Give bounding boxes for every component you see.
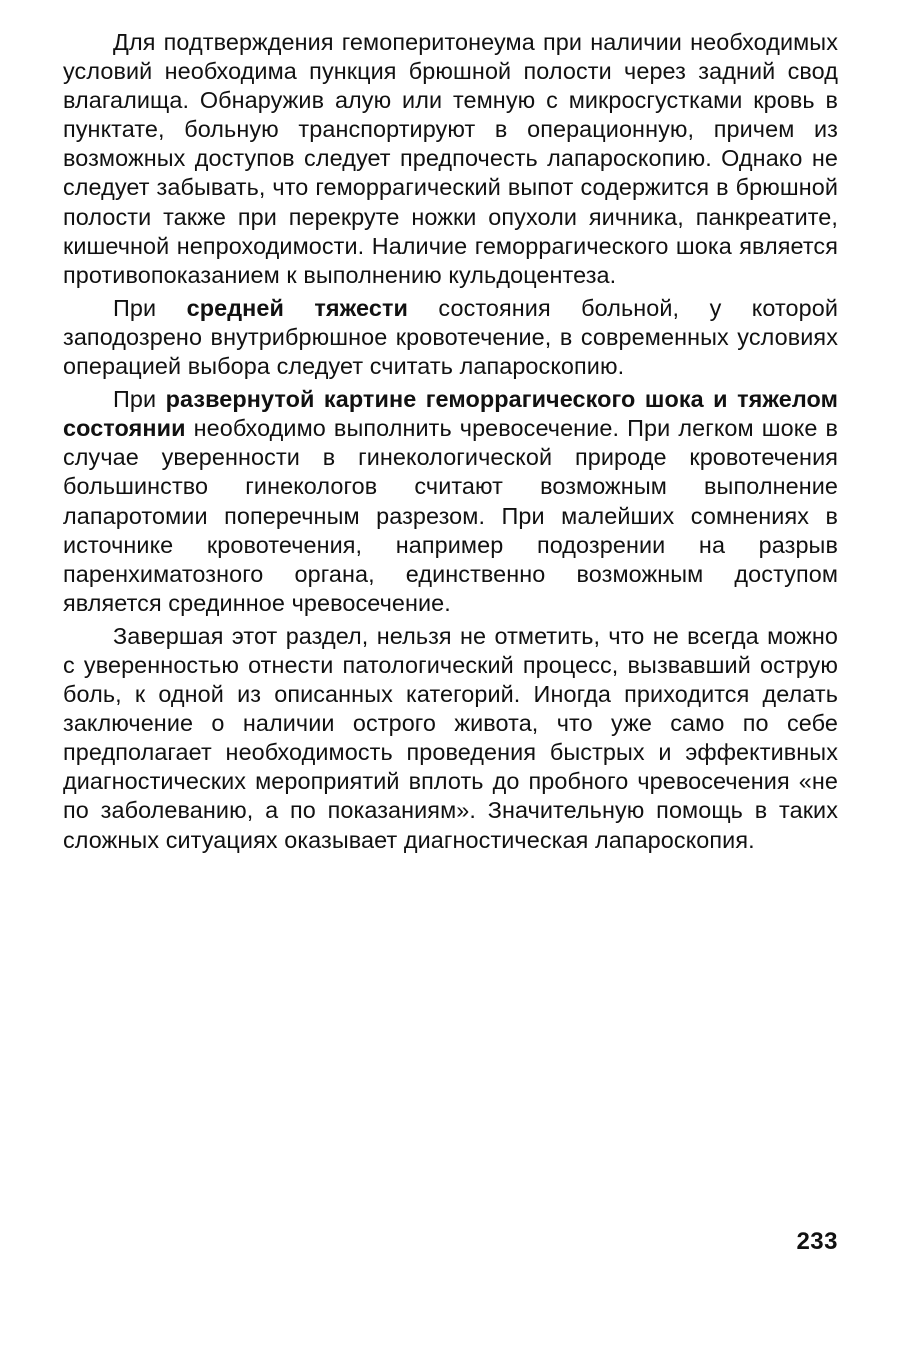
paragraph-lead: При xyxy=(113,386,166,413)
paragraph-rest: состояния больной, у которой заподозрено внутрибрюшное кровотечение, в современных условиях операцией выбора следует считать лапароскопию. xyxy=(63,294,838,380)
paragraph-conclusion: Завершая этот раздел, нельзя не отметить, что не всегда можно с уверенностью отнести патологический процесс, вызвавший острую боль, к одной из описанных категорий. Иногда приходится делать заключение о наличии острого живота, что уже само по себе предполагает необходимость проведения быстрых и эффективных диагностических мероприятий вплоть до пробного чревосечения «не по заболеванию, а по показаниям». Значительную помощь в таких сложных ситуациях оказывает диагностическая лапароскопия. xyxy=(63,622,838,853)
body-text xyxy=(63,28,838,859)
paragraph-moderate-severity xyxy=(63,294,838,381)
paragraph-hemorrhagic-shock xyxy=(63,385,838,618)
paragraph-hemoperitoneum: Для подтверждения гемоперитонеума при наличии необходимых условий необходима пункция брюшной полости через задний свод влагалища. Обнаружив алую или темную с микросгустками кровь в пунктате, больную транспортируют в операционную, причем из возможных доступов следует предпочесть лапароскопию. Однако не следует забывать, что геморрагический выпот содержится в брюшной полости также при перекруте ножки опухоли яичника, панкреатите, кишечной непроходимости. Наличие геморрагического шока является противопоказанием к выполнению кульдоцентеза. xyxy=(63,29,838,288)
emphasis-hemorrhagic-shock: развернутой картине геморрагического шока и тяжелом состоянии xyxy=(63,386,838,442)
paragraph-rest: необходимо выполнить чревосечение. При легком шоке в случае уверенности в гинекологической природе кровотечения большинство гинекологов считают возможным выполнение лапаротомии поперечным разрезом. При малейших сомнениях в источнике кровотечения, например подозрении на разрыв паренхиматозного органа, единственно возможным доступом является срединное чревосечение. xyxy=(63,415,838,616)
emphasis-moderate-severity: средней тяжести xyxy=(186,294,408,321)
paragraph-lead: При xyxy=(113,294,187,321)
page-number: 233 xyxy=(796,1228,838,1255)
